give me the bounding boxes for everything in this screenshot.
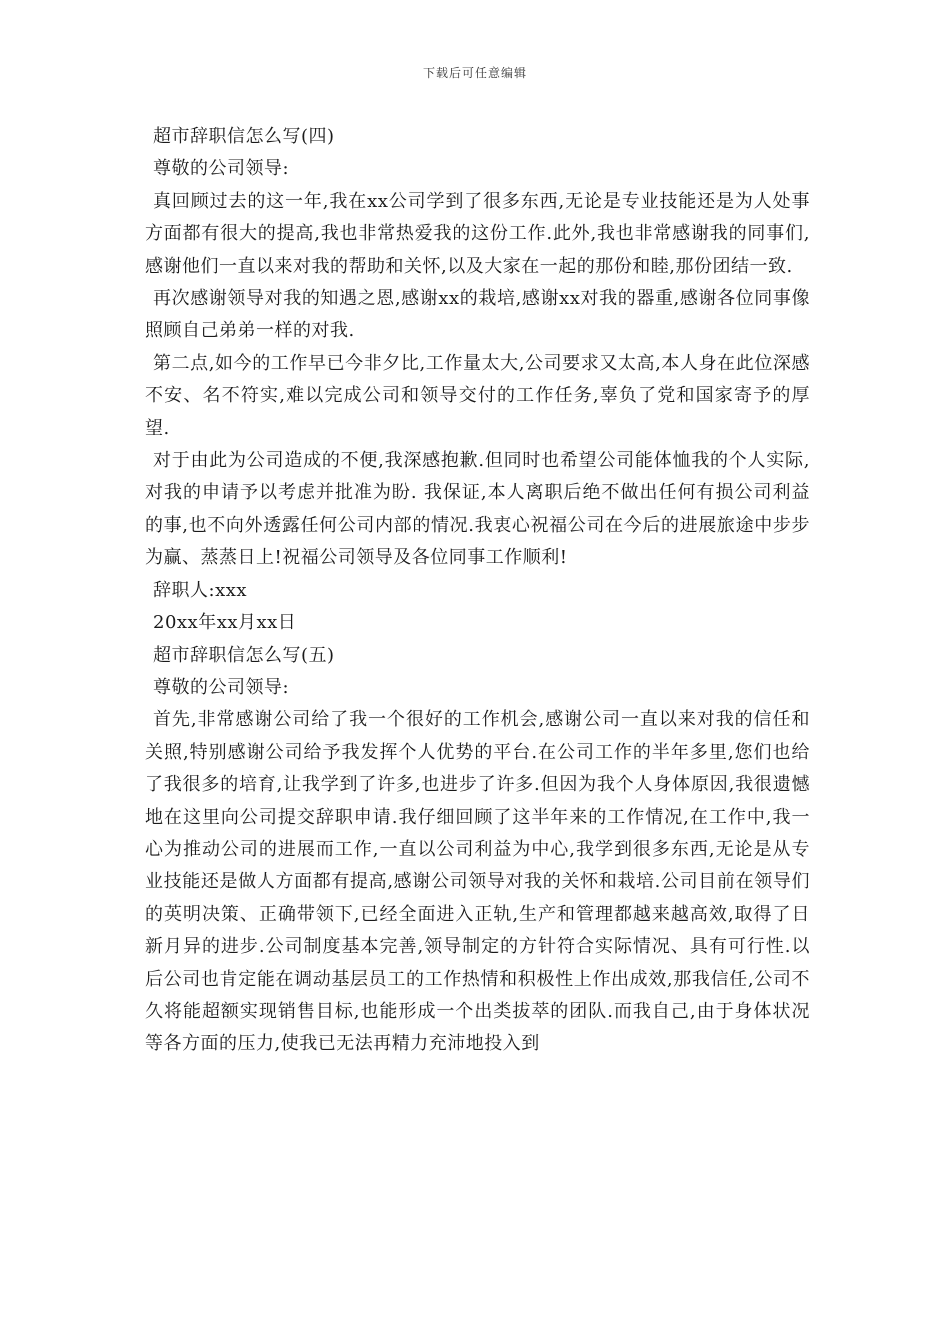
body-paragraph: 第二点,如今的工作早已今非夕比,工作量太大,公司要求又太高,本人身在此位深感不安、名不符实,难以完成公司和领导交付的工作任务,辜负了党和国家寄予的厚望. xyxy=(145,352,810,439)
body-paragraph: 对于由此为公司造成的不便,我深感抱歉.但同时也希望公司能体恤我的个人实际,对我的申请予以考虑并批准为盼. 我保证,本人离职后绝不做出任何有损公司利益的事,也不向外透露任何公司内部的情况.我衷心祝福公司在今后的进展旅途中步步为赢、蒸蒸日上!祝福公司领导及各位同事工作顺利! xyxy=(145,450,810,569)
salutation: 尊敬的公司领导: xyxy=(153,676,290,698)
section-title: 超市辞职信怎么写(四) xyxy=(153,126,335,147)
body-paragraph: 再次感谢领导对我的知遇之恩,感谢xx的栽培,感谢xx对我的器重,感谢各位同事像照顾自己弟弟一样的对我. xyxy=(145,288,810,342)
salutation: 尊敬的公司领导: xyxy=(153,158,290,180)
page-header-note: 下载后可任意编辑 xyxy=(422,66,527,80)
body-paragraph: 首先,非常感谢公司给了我一个很好的工作机会,感谢公司一直以来对我的信任和关照,特别感谢公司给予我发挥个人优势的平台.在公司工作的半年多里,您们也给了我很多的培育,让我学到了许多,也进步了许多.但因为我个人身体原因,我很遗憾地在这里向公司提交辞职申请.我仔细回顾了这半年来的工作情况,在工作中,我一心为推动公司的进展而工作,一直以公司利益为中心,我学到很多东西,无论是从专业技能还是做人方面都有提高,感谢公司领导对我的关怀和栽培.公司目前在领导们的英明决策、正确带领下,已经全面进入正轨,生产和管理都越来越高效,取得了日新月异的进步.公司制度基本完善,领导制定的方针符合实际情况、具有可行性.以后公司也肯定能在调动基层员工的工作热情和积极性上作出成效,那我信任,公司不久将能超额实现销售目标,也能形成一个出类拔萃的团队.而我自己,由于身体状况等各方面的压力,使我已无法再精力充沛地投入到 xyxy=(145,709,810,1055)
date-line: 20xx年xx月xx日 xyxy=(153,612,297,634)
section-title: 超市辞职信怎么写(五) xyxy=(153,644,335,666)
document-body xyxy=(145,121,810,1061)
signature: 辞职人:xxx xyxy=(153,579,248,601)
body-paragraph: 真回顾过去的这一年,我在xx公司学到了很多东西,无论是专业技能还是为人处事方面都有很大的提高,我也非常热爱我的这份工作.此外,我也非常感谢我的同事们,感谢他们一直以来对我的帮助和关怀,以及大家在一起的那份和睦,那份团结一致. xyxy=(145,190,810,277)
